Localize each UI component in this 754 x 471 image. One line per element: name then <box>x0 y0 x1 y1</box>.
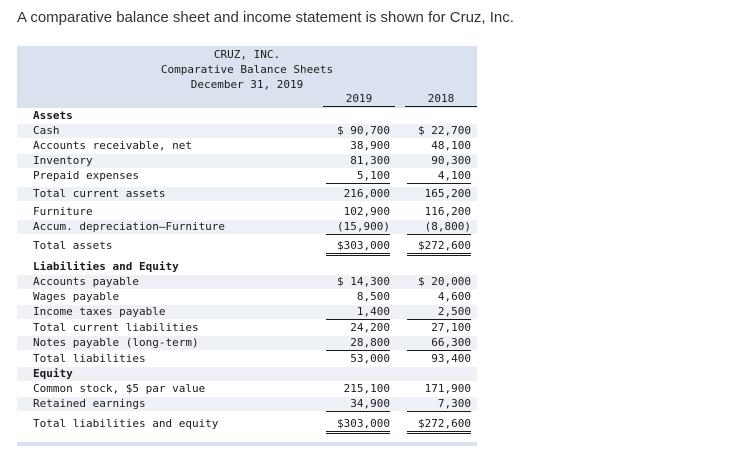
value-2019: 102,900 <box>343 205 390 218</box>
year-header-2018: 2018 <box>405 92 477 107</box>
row-label: Accounts payable <box>33 275 139 288</box>
value-2018: 171,900 <box>424 382 471 395</box>
value-2019: $ 90,700 <box>337 124 390 137</box>
value-2019: $303,000 <box>326 239 390 256</box>
value-2018: 93,400 <box>431 352 471 365</box>
bottom-bar <box>17 442 477 446</box>
value-2019: 81,300 <box>350 154 390 167</box>
value-2018: $272,600 <box>407 239 471 256</box>
row-label: Prepaid expenses <box>33 169 139 182</box>
table-row-wages-payable <box>17 290 477 304</box>
row-label: Retained earnings <box>33 397 146 410</box>
value-2019: 53,000 <box>350 352 390 365</box>
company-name: CRUZ, INC. <box>213 48 281 61</box>
statement-date: December 31, 2019 <box>190 78 304 91</box>
value-2018: 66,300 <box>407 336 471 351</box>
value-2018: 48,100 <box>431 139 471 152</box>
table-row-total-liabilities <box>17 352 477 366</box>
table-row-total-current-assets <box>17 187 477 201</box>
value-2019: 1,400 <box>326 305 390 320</box>
table-row-retained-earnings <box>17 397 477 411</box>
row-label: Total liabilities <box>33 352 146 365</box>
table-row-accumulated-depreciation <box>17 220 477 234</box>
value-2018: 7,300 <box>407 397 471 412</box>
value-2019: $303,000 <box>326 417 390 434</box>
row-label: Total liabilities and equity <box>33 417 219 430</box>
intro-text: A comparative balance sheet and income statement is shown for Cruz, Inc. <box>17 9 514 26</box>
table-row-cash <box>17 124 477 138</box>
table-row-accounts-receivable <box>17 139 477 153</box>
row-label: Assets <box>33 109 73 122</box>
row-label: Notes payable (long-term) <box>33 336 199 349</box>
value-2018: 4,100 <box>407 169 471 184</box>
value-2019: 24,200 <box>350 321 390 334</box>
row-label: Inventory <box>33 154 93 167</box>
statement-title: Comparative Balance Sheets <box>160 63 334 76</box>
row-label: Cash <box>33 124 60 137</box>
table-row-furniture <box>17 205 477 219</box>
section-heading-equity <box>17 367 477 381</box>
row-label: Total current assets <box>33 187 166 200</box>
value-2018: 27,100 <box>431 321 471 334</box>
value-2019: 8,500 <box>356 290 390 303</box>
balance-sheet-table <box>17 46 477 446</box>
value-2019: (15,900) <box>326 220 390 235</box>
value-2018: 90,300 <box>431 154 471 167</box>
table-row-common-stock <box>17 382 477 396</box>
section-heading-assets <box>17 109 477 123</box>
value-2018: 2,500 <box>407 305 471 320</box>
value-2019: 216,000 <box>343 187 390 200</box>
row-label: Total assets <box>33 239 113 252</box>
table-row-income-taxes-payable <box>17 305 477 319</box>
table-row-prepaid-expenses <box>17 169 477 183</box>
value-2018: 116,200 <box>424 205 471 218</box>
table-row-total-liabilities-and-equity <box>17 417 477 431</box>
table-row-total-current-liabilities <box>17 321 477 335</box>
row-label: Equity <box>33 367 73 380</box>
row-label: Wages payable <box>33 290 120 303</box>
value-2019: 28,800 <box>326 336 390 351</box>
row-label: Accounts receivable, net <box>33 139 192 152</box>
row-label: Common stock, $5 par value <box>33 382 206 395</box>
value-2019: 38,900 <box>350 139 390 152</box>
row-label: Furniture <box>33 205 93 218</box>
table-row-accounts-payable <box>17 275 477 289</box>
value-2018: 165,200 <box>424 187 471 200</box>
table-row-total-assets <box>17 239 477 253</box>
table-row-notes-payable <box>17 336 477 350</box>
value-2018: 4,600 <box>437 290 471 303</box>
value-2018: (8,800) <box>407 220 471 235</box>
value-2019: $ 14,300 <box>337 275 390 288</box>
value-2019: 215,100 <box>343 382 390 395</box>
row-label: Income taxes payable <box>33 305 166 318</box>
row-label: Liabilities and Equity <box>33 260 179 273</box>
row-label: Total current liabilities <box>33 321 199 334</box>
value-2018: $272,600 <box>407 417 471 434</box>
row-label: Accum. depreciation—Furniture <box>33 220 226 233</box>
table-row-inventory <box>17 154 477 168</box>
value-2018: $ 22,700 <box>418 124 471 137</box>
section-heading-liabilities-and-equity <box>17 260 477 274</box>
year-header-2019: 2019 <box>323 92 395 107</box>
value-2018: $ 20,000 <box>418 275 471 288</box>
value-2019: 34,900 <box>326 397 390 412</box>
value-2019: 5,100 <box>326 169 390 184</box>
